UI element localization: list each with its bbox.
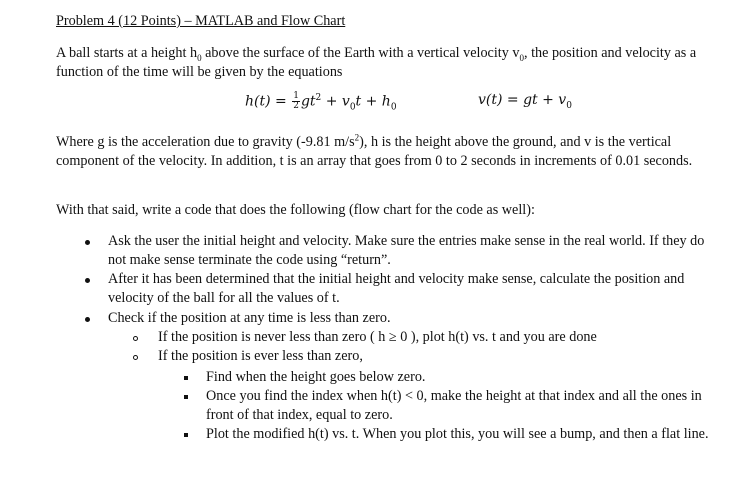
bullet-item-2: After it has been determined that the initial height and velocity make sense, calculate the position and velocity of the ball for all the values of t. [108,271,685,306]
instruction-paragraph: With that said, write a code that does the following (flow chart for the code as well): [56,202,535,218]
bullet-item-3: Check if the position at any time is less than zero. [108,310,391,326]
subsub-bullet-item-1: Find when the height goes below zero. [206,369,426,385]
height-equation [245,92,397,111]
intro-text-c: , the position and velocity as a function of the time will be given by the equations [56,45,697,80]
velocity-equation [478,92,572,111]
square-bullet-icon [184,376,188,380]
eq-frac-num: 1 [293,91,299,101]
square-bullet-icon [184,395,188,399]
intro-text-b: above the surface of the Earth with a vertical velocity v [201,45,520,61]
intro-sub-b: 0 [519,52,524,63]
subsub-bullet-item-2: Once you find the index when h(t) < 0, make the height at that index and all the ones in front of that index, equal to zero. [206,388,702,423]
sub-bullet-circle-icon [133,336,138,341]
where-paragraph [56,133,721,171]
eq-fraction [292,92,300,111]
eq-h-plus-v: + v [321,93,350,110]
square-bullet-icon [184,433,188,437]
where-sup: 2 [354,132,360,143]
eq-v-lhs: v(t) = gt + v [478,92,567,108]
eq-frac-den: 2 [293,101,299,111]
intro-sub-a: 0 [197,52,202,63]
eq-v-sub: 0 [566,100,572,111]
sub-bullet-item-2: If the position is ever less than zero, [158,348,363,364]
bullet-dot-icon [85,317,90,322]
bullet-dot-icon [85,240,90,245]
intro-text-a: A ball starts at a height h [56,45,198,61]
eq-h-lhs: h(t) = [245,93,292,110]
eq-h-g: gt [300,93,316,110]
where-text-a: Where g is the acceleration due to gravity (-9.81 m/s [56,134,355,150]
intro-paragraph [56,44,726,82]
eq-h-v-sub: 0 [349,102,356,113]
sub-bullet-circle-icon [133,355,138,360]
eq-h-h-sub: 0 [390,102,397,113]
eq-h-t-plus: t + h [355,93,391,110]
where-text-b: ), h is the height above the ground, and v is the vertical component of the velocity. In addition, t is an array that goes from 0 to 2 seconds in increments of 0.01 seconds. [56,134,693,169]
subsub-bullet-item-3: Plot the modified h(t) vs. t. When you plot this, you will see a bump, and then a flat line. [206,426,709,442]
bullet-item-1: Ask the user the initial height and velocity. Make sure the entries make sense in the real world. If they do not make sense terminate the code using “return”. [108,233,705,268]
problem-title: Problem 4 (12 Points) – MATLAB and Flow Chart [56,13,346,29]
bullet-dot-icon [85,278,90,283]
sub-bullet-item-1: If the position is never less than zero ( h ≥ 0 ), plot h(t) vs. t and you are done [158,329,597,345]
eq-h-exp: 2 [315,92,322,103]
